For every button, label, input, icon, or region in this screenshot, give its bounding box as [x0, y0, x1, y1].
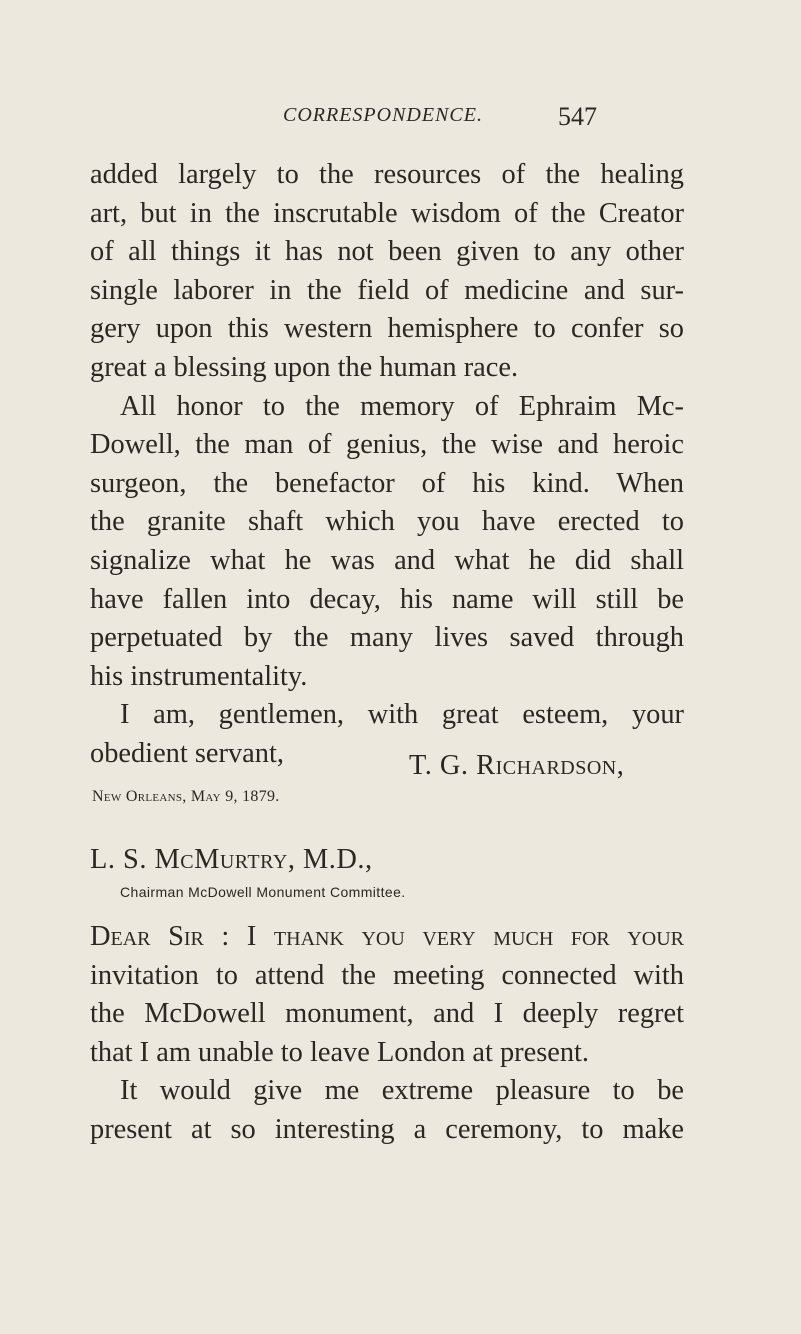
place-date: New Orleans, May 9, 1879.	[92, 788, 280, 805]
text-line: present at so interesting a ceremony, to make	[90, 1113, 684, 1145]
text-line: have fallen into decay, his name will still be	[90, 583, 684, 615]
text-line: invitation to attend the meeting connected with	[90, 959, 684, 991]
addressee-title: Chairman McDowell Monument Committee.	[120, 884, 406, 900]
text-line: surgeon, the benefactor of his kind. When	[90, 467, 684, 499]
text-line: Dear Sir : I thank you very much for your	[90, 921, 684, 952]
running-head: CORRESPONDENCE.	[283, 104, 483, 126]
text-line: All honor to the memory of Ephraim Mc-	[120, 390, 684, 422]
text-line: the McDowell monument, and I deeply regret	[90, 998, 684, 1030]
text-line: his instrumentality.	[90, 660, 308, 692]
signature: T. G. Richardson,	[409, 750, 625, 781]
text-line: great a blessing upon the human race.	[90, 351, 519, 383]
text-line: perpetuated by the many lives saved through	[90, 622, 684, 654]
page-number: 547	[558, 102, 597, 131]
text-line: added largely to the resources of the healing	[90, 159, 684, 190]
text-line: art, but in the inscrutable wisdom of the Creator	[90, 197, 684, 229]
text-line: gery upon this western hemisphere to confer so	[90, 313, 684, 345]
text-line: the granite shaft which you have erected to	[90, 506, 684, 538]
addressee: L. S. McMurtry, M.D.,	[90, 844, 373, 875]
text-line: single laborer in the field of medicine and sur-	[90, 274, 684, 306]
text-line: that I am unable to leave London at present.	[90, 1036, 590, 1068]
text-line: signalize what he was and what he did shall	[90, 544, 684, 576]
text-line: of all things it has not been given to any other	[90, 236, 684, 268]
page-header	[0, 104, 801, 138]
paragraph-block-2	[90, 918, 684, 1150]
text-line: Dowell, the man of genius, the wise and heroic	[90, 429, 684, 461]
paragraph-block-1	[90, 156, 684, 774]
text-line: I am, gentlemen, with great esteem, your	[120, 699, 684, 731]
text-line: It would give me extreme pleasure to be	[120, 1075, 684, 1107]
text-line: obedient servant,	[90, 737, 284, 769]
